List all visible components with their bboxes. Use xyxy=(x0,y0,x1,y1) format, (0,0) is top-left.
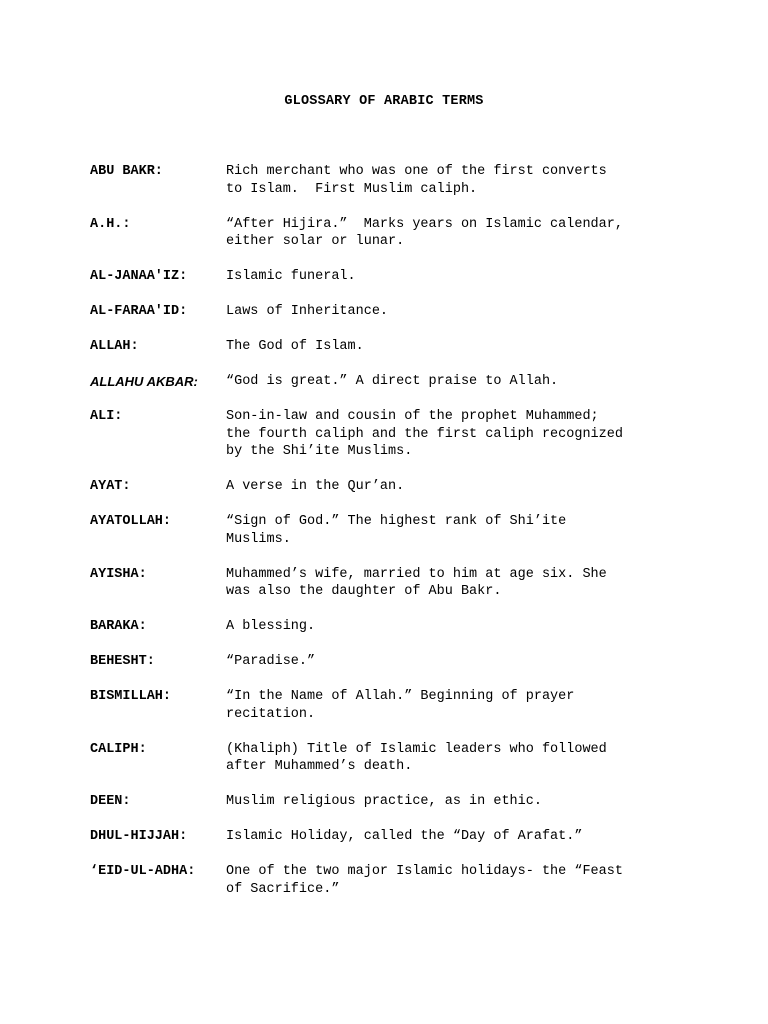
glossary-entry xyxy=(90,408,690,461)
glossary-definition: Islamic Holiday, called the “Day of Arafat.” xyxy=(226,829,583,844)
glossary-term: DEEN: xyxy=(90,794,131,809)
glossary-term: AYISHA: xyxy=(90,566,147,582)
glossary-definition: (Khaliph) Title of Islamic leaders who followed after Muhammed’s death. xyxy=(226,741,607,774)
glossary-term: ALLAHU AKBAR: xyxy=(90,374,198,389)
glossary-term: ALI: xyxy=(90,409,123,424)
glossary-definition: Laws of Inheritance. xyxy=(226,304,389,319)
glossary-term: ALLAH: xyxy=(90,339,139,354)
glossary-entry xyxy=(90,741,690,776)
glossary-definition: A blessing. xyxy=(226,619,316,634)
glossary-term: AL-FARAA'ID: xyxy=(90,304,188,319)
glossary-entry xyxy=(90,303,690,321)
glossary-term: AYAT: xyxy=(90,479,131,494)
glossary-entry xyxy=(90,513,690,548)
glossary-definition: “In the Name of Allah.” Beginning of prayer recitation. xyxy=(226,689,575,722)
glossary-term: BISMILLAH: xyxy=(90,689,172,704)
glossary-definition: Muslim religious practice, as in ethic. xyxy=(226,794,542,809)
glossary-entry xyxy=(90,793,690,811)
glossary-definition: One of the two major Islamic holidays- the “Feast of Sacrifice.” xyxy=(226,864,623,897)
glossary-term: BEHESHT: xyxy=(90,654,155,669)
glossary-term: ‘EID-UL-ADHA: xyxy=(90,864,196,879)
glossary-definition: Islamic funeral. xyxy=(226,269,356,284)
glossary-entry xyxy=(90,478,690,496)
glossary-term: CALIPH: xyxy=(90,741,147,757)
glossary-entry xyxy=(90,653,690,671)
glossary-entry xyxy=(90,688,690,723)
page-title: GLOSSARY OF ARABIC TERMS xyxy=(284,94,484,109)
glossary-definition: Son-in-law and cousin of the prophet Muhammed; the fourth caliph and the first caliph recognized by the Shi’ite Muslims. xyxy=(226,409,623,459)
glossary-term: DHUL-HIJJAH: xyxy=(90,829,188,844)
glossary-definition: Muhammed’s wife, married to him at age six. She was also the daughter of Abu Bakr. xyxy=(226,566,607,599)
glossary-definition: Rich merchant who was one of the first converts to Islam. First Muslim caliph. xyxy=(226,164,607,197)
glossary-entry xyxy=(90,618,690,636)
glossary-definition: “God is great.” A direct praise to Allah. xyxy=(226,374,559,389)
glossary-entry xyxy=(90,216,690,251)
glossary-definition: The God of Islam. xyxy=(226,339,364,354)
glossary-entry xyxy=(90,163,690,198)
glossary-term: ABU BAKR: xyxy=(90,164,163,179)
glossary-entry xyxy=(90,566,690,601)
glossary-definition: “After Hijira.” Marks years on Islamic calendar, either solar or lunar. xyxy=(226,216,623,249)
glossary-entry xyxy=(90,828,690,846)
glossary-entry xyxy=(90,338,690,356)
glossary-term: AL-JANAA'IZ: xyxy=(90,269,188,284)
glossary-definition: “Paradise.” xyxy=(226,654,316,669)
glossary-term: BARAKA: xyxy=(90,619,147,634)
glossary-term: A.H.: xyxy=(90,216,131,232)
glossary-entry xyxy=(90,373,690,391)
glossary-entry xyxy=(90,863,690,898)
glossary-list xyxy=(90,163,690,916)
glossary-entry xyxy=(90,268,690,286)
glossary-term: AYATOLLAH: xyxy=(90,514,172,529)
glossary-definition: A verse in the Qur’an. xyxy=(226,479,405,494)
glossary-definition: “Sign of God.” The highest rank of Shi’ite Muslims. xyxy=(226,514,567,547)
